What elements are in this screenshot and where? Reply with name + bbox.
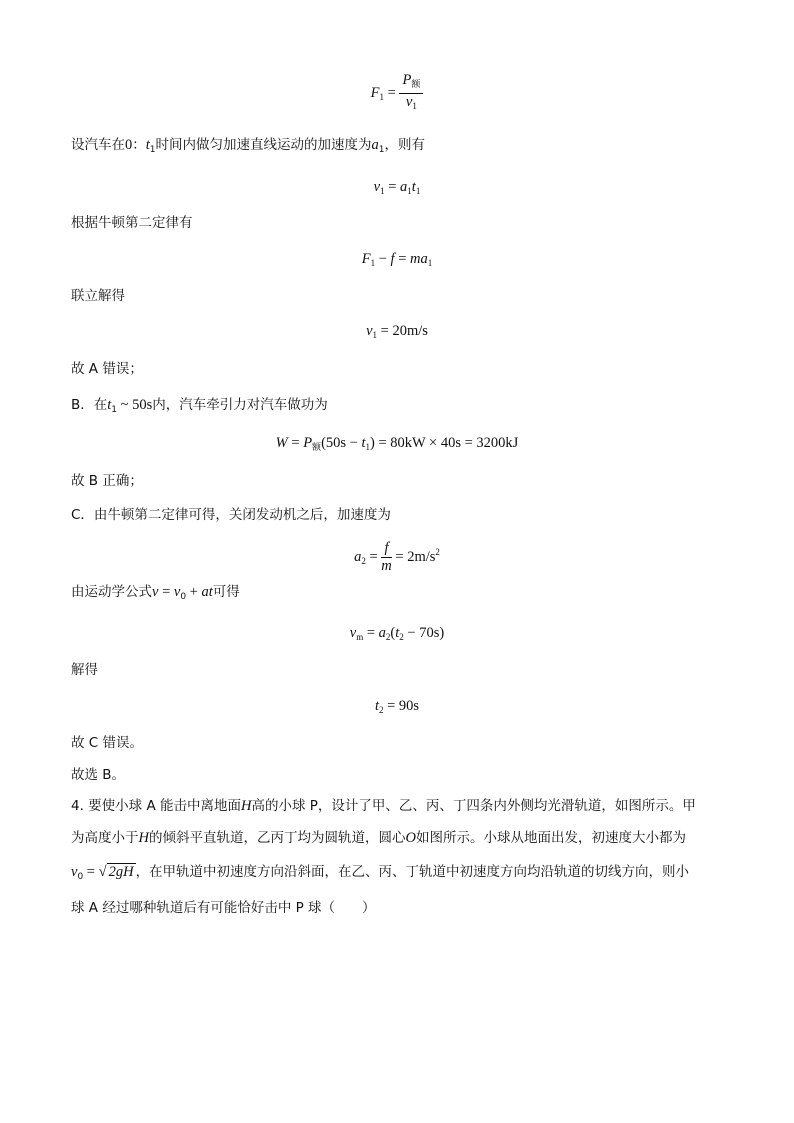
var: P — [402, 72, 412, 88]
text: 设汽车在 — [71, 137, 125, 153]
text: − 70s) — [403, 625, 445, 641]
text: ，则有 — [384, 137, 425, 153]
sub: 1 — [380, 186, 385, 196]
text: ) = 80kW × 40s = 3200kJ — [370, 435, 519, 451]
equation-velocity — [0, 178, 794, 200]
text: 高的小球 P，设计了甲、乙、丙、丁四条内外侧均光滑轨道，如图所示。甲 — [251, 798, 696, 814]
paragraph-answer: 故选 B。 — [71, 767, 126, 783]
var: f — [384, 540, 389, 556]
math: a — [371, 137, 379, 153]
op: = — [363, 625, 379, 641]
op: = — [287, 435, 304, 451]
text: 内，汽车牵引力对汽车做功为 — [152, 397, 328, 413]
fraction-numerator — [399, 72, 423, 94]
math: O — [405, 830, 416, 846]
paragraph-solve: 联立解得 — [71, 288, 125, 304]
paragraph-c-wrong: 故 C 错误。 — [71, 735, 144, 751]
text: ： — [132, 137, 146, 153]
text: ，在甲轨道中初速度方向沿斜面，在乙、丙、丁轨道中初速度方向均沿轨道的切线方向，则小 — [135, 864, 690, 880]
sub: 2 — [385, 632, 391, 642]
var: a — [400, 179, 408, 195]
var: v — [405, 94, 413, 110]
question-4-line-4: 球 A 经过哪种轨道后有可能恰好击中 P 球（ ） — [71, 900, 376, 916]
sub: 1 — [370, 258, 376, 268]
sub: 1 — [372, 330, 378, 340]
text: 如图所示。小球从地面出发，初速度大小都为 — [415, 830, 686, 846]
math: = — [83, 864, 99, 880]
sub: 额 — [312, 442, 322, 452]
var: a — [378, 625, 386, 641]
math: 0 — [125, 137, 133, 153]
math: t — [107, 397, 112, 413]
math: = — [158, 584, 174, 600]
text: 时间内做匀加速直线运动的加速度为 — [155, 137, 372, 153]
equation-v1-result — [0, 322, 794, 344]
equation-work — [0, 434, 794, 456]
var: v — [373, 179, 381, 195]
sub: 1 — [111, 405, 118, 415]
paragraph-solve-2: 解得 — [71, 662, 98, 678]
math: v — [152, 584, 159, 600]
var: t — [361, 435, 366, 451]
sub: 额 — [411, 79, 421, 89]
fraction-denominator — [381, 558, 391, 575]
math: ~ 50s — [117, 397, 153, 413]
var: v — [349, 625, 357, 641]
var: a — [354, 548, 362, 565]
sub: 1 — [427, 258, 433, 268]
text: 由运动学公式 — [71, 584, 152, 600]
paragraph-acceleration-setup — [71, 136, 425, 159]
fraction-denominator — [399, 94, 423, 115]
sup: 2 — [435, 546, 440, 557]
var: m — [381, 558, 392, 574]
math: at — [201, 584, 213, 600]
equation-vm — [0, 624, 794, 646]
paragraph-b-correct: 故 B 正确； — [71, 473, 143, 489]
math: v — [173, 584, 181, 600]
paragraph-newton: 根据牛顿第二定律有 — [71, 215, 193, 231]
paragraph-kinematics — [71, 583, 240, 606]
var: W — [275, 435, 288, 451]
math: v — [71, 864, 78, 880]
sub: 2 — [399, 632, 404, 642]
sub: 1 — [407, 186, 412, 196]
sub: 1 — [365, 442, 370, 452]
var: v — [366, 323, 373, 339]
value: = 90s — [383, 698, 420, 714]
paragraph-option-c: C．由牛顿第二定律可得，关闭发动机之后，加速度为 — [71, 507, 391, 523]
text: (50s − — [321, 435, 362, 451]
op: = — [394, 251, 411, 267]
var: P — [303, 435, 313, 451]
op: − — [375, 251, 391, 267]
op: = — [365, 548, 382, 565]
eq-sign: = — [387, 84, 400, 101]
question-4-line-2 — [71, 829, 686, 847]
op: = — [384, 179, 401, 195]
math: H — [241, 798, 252, 814]
var: F — [361, 251, 371, 267]
equation-traction-force — [0, 72, 794, 115]
sub: m — [356, 632, 364, 642]
math: + — [186, 584, 202, 600]
text: 4. 要使小球 A 能击中离地面 — [71, 798, 241, 814]
question-4-line-1 — [71, 797, 696, 815]
var: f — [390, 251, 395, 267]
text: ( — [390, 625, 396, 641]
sub: 1 — [378, 145, 385, 155]
fraction — [381, 540, 391, 575]
sub: 1 — [379, 91, 385, 102]
sub: 2 — [378, 705, 384, 715]
sub: 1 — [412, 101, 417, 111]
sub: 1 — [415, 186, 421, 196]
sub: 2 — [361, 555, 366, 566]
paragraph-a-wrong: 故 A 错误； — [71, 361, 143, 377]
math: 2gH — [108, 864, 134, 880]
paragraph-option-b — [71, 396, 328, 419]
sub: 1 — [149, 145, 156, 155]
math: t — [145, 137, 150, 153]
text: 为高度小于 — [71, 830, 139, 846]
sub: 0 — [77, 872, 84, 882]
question-4-line-3 — [71, 863, 689, 886]
fraction-numerator — [381, 540, 391, 558]
value: = 2m/s — [391, 548, 436, 565]
var: t — [374, 698, 379, 714]
var: F — [370, 84, 380, 101]
sub: 0 — [180, 592, 187, 602]
equation-deceleration — [0, 540, 794, 575]
equation-newton-second-law — [0, 250, 794, 272]
fraction — [399, 72, 423, 115]
text: 可得 — [212, 584, 240, 600]
text: 的倾斜平直轨道，乙丙丁均为圆轨道，圆心 — [148, 830, 406, 846]
value: = 20m/s — [377, 323, 428, 339]
equation-t2-result — [0, 697, 794, 719]
var: ma — [410, 251, 428, 267]
math: H — [138, 830, 149, 846]
var: t — [411, 179, 416, 195]
text: B．在 — [71, 397, 108, 413]
sqrt-icon: √ — [98, 864, 107, 880]
var: t — [395, 625, 400, 641]
